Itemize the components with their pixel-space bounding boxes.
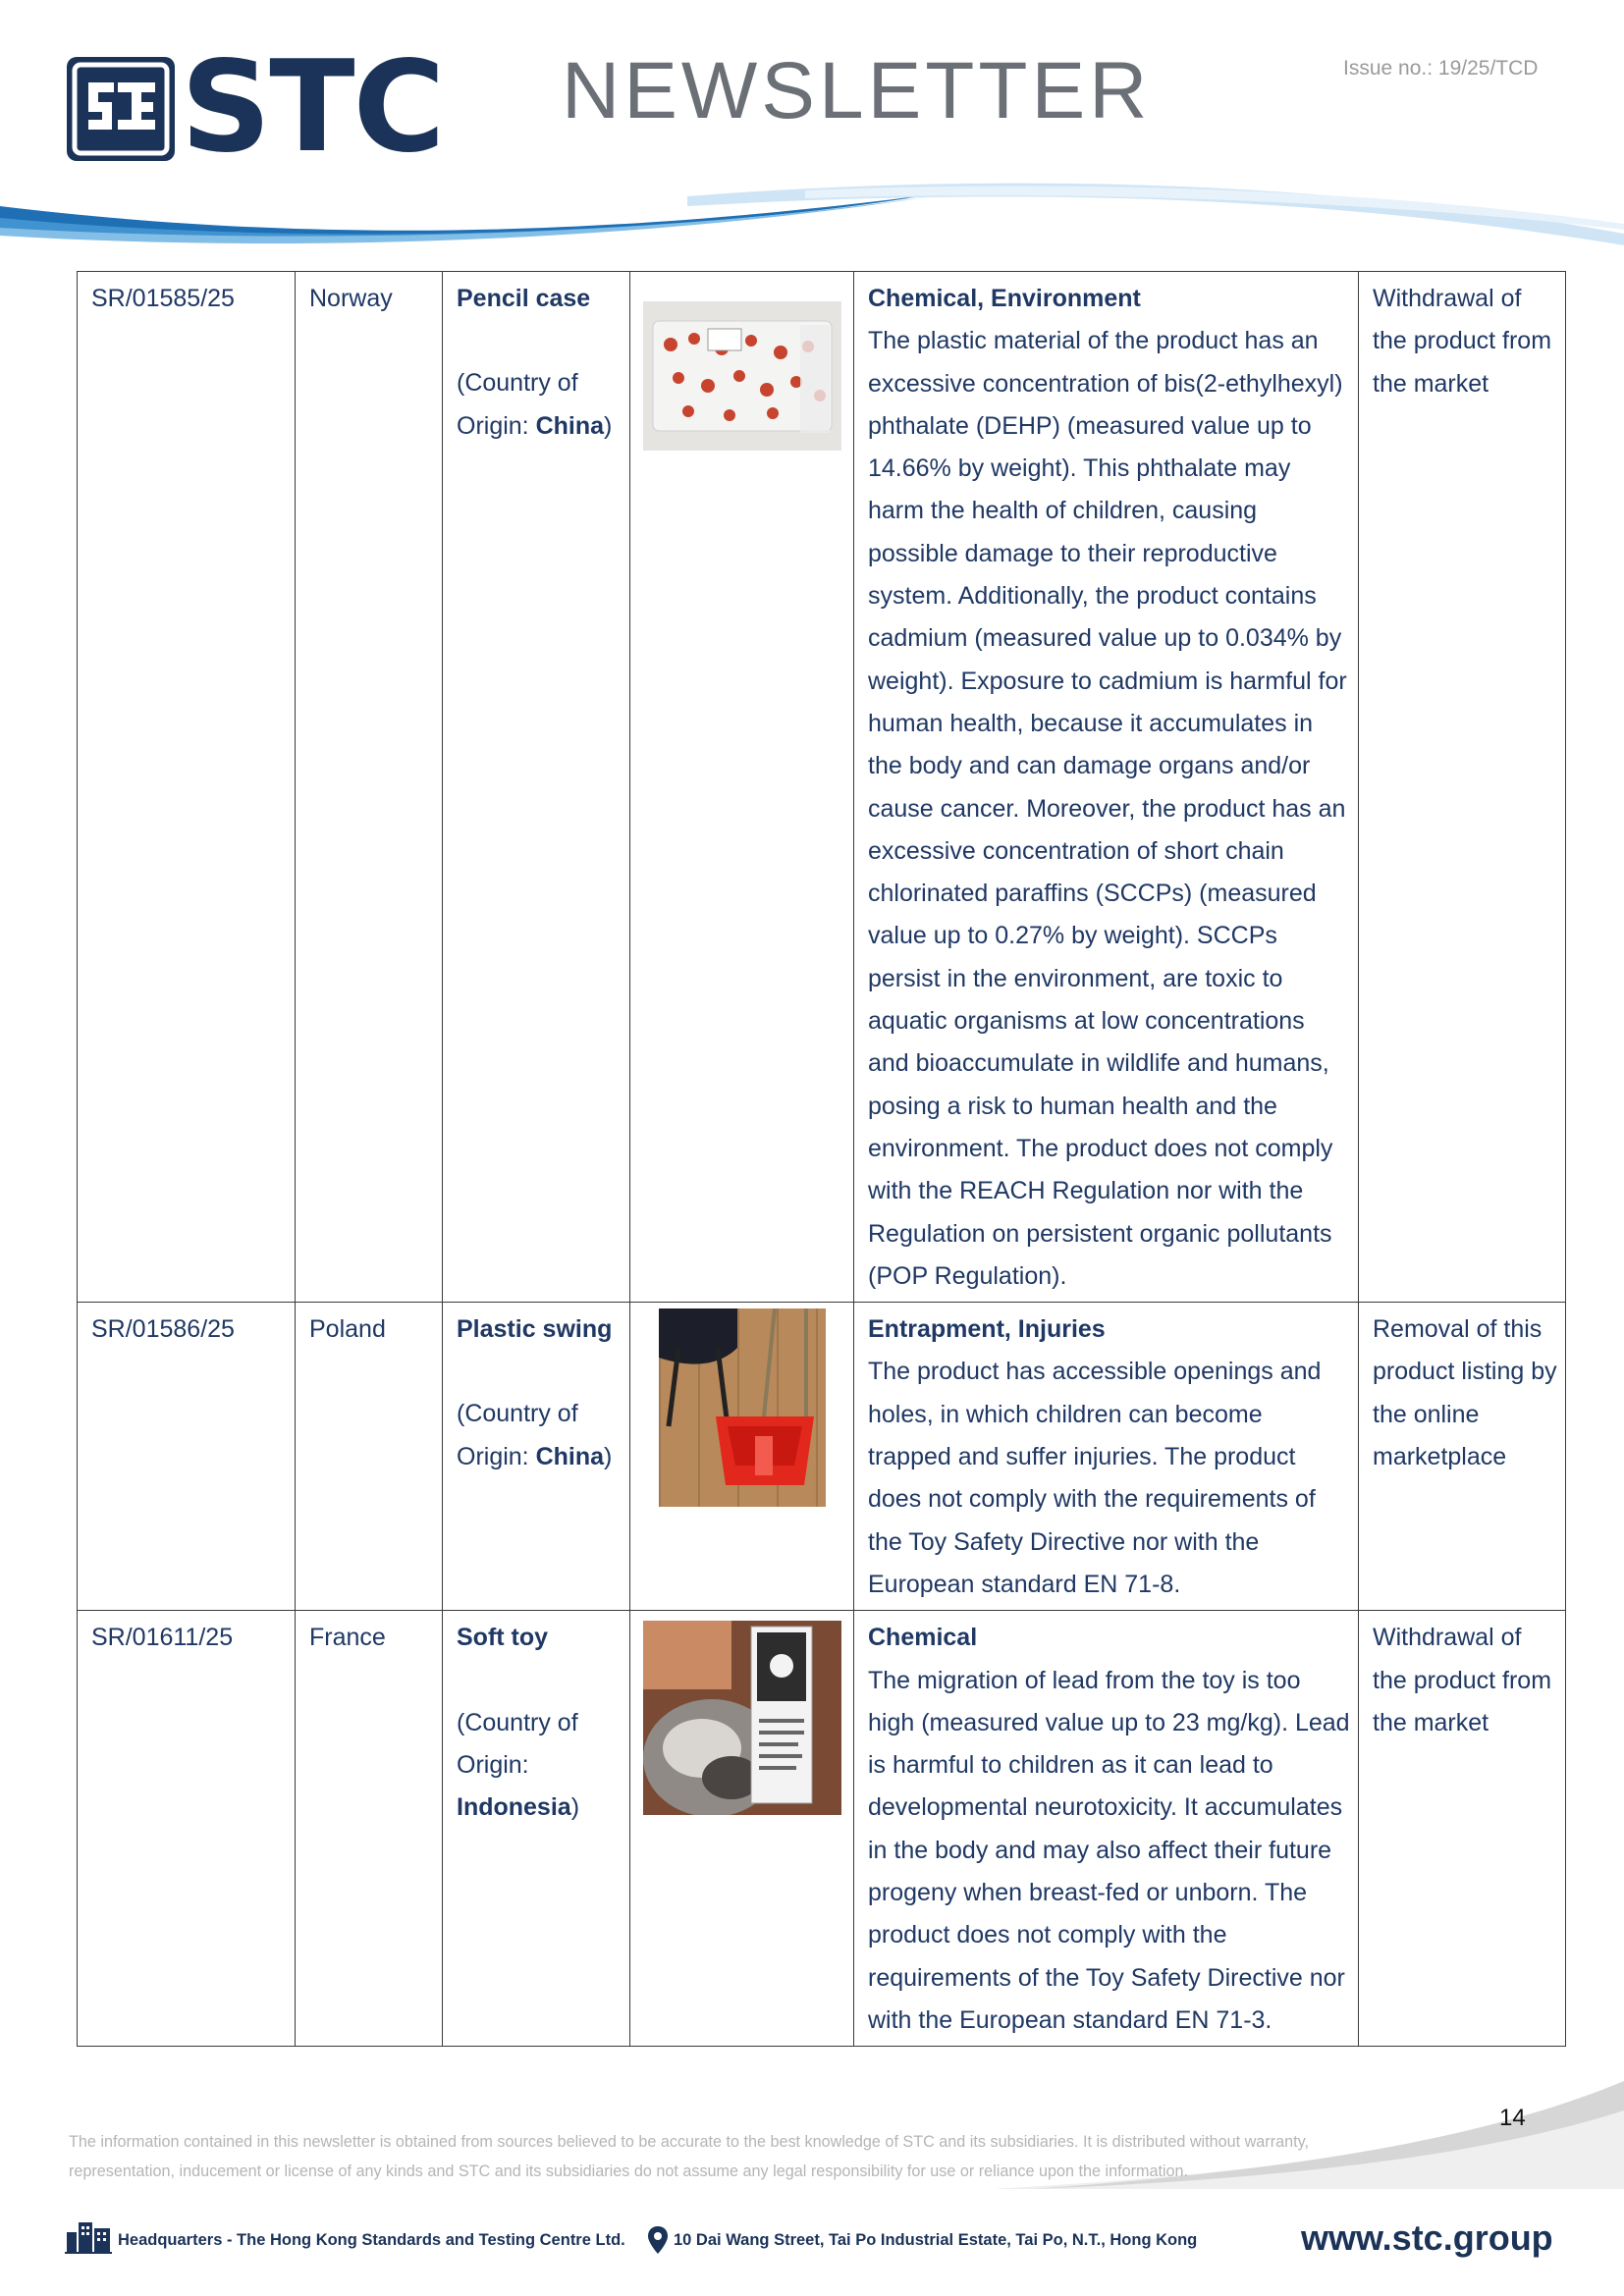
origin-label: (Country of Origin:: [457, 1400, 578, 1470]
pencil-case-photo-icon: [643, 301, 841, 451]
country-of-origin: China: [535, 411, 605, 440]
notifying-country: Norway: [296, 272, 443, 1303]
product-name: Plastic swing: [457, 1315, 613, 1344]
page-number: 14: [1499, 2105, 1526, 2131]
risk-type: Entrapment, Injuries: [868, 1315, 1106, 1344]
risk-type: Chemical: [868, 1624, 978, 1652]
country-of-origin: Indonesia: [457, 1793, 571, 1822]
product-cell: [443, 1611, 630, 2047]
risk-description: The plastic material of the product has an excessive concentration of bis(2-ethylhexyl) phthalate (DEHP) (measured value up to 14.66% by weight). This phthalate may harm the health of children, causing possible damage to their reproductive system. Additionally, the product contains cadmium (measured value up to 0.034% by weight). Exposure to cadmium is harmful for human health, because it accumulates in the body and can damage organs and/or cause cancer. Moreover, the product has an excessive concentration of short chain chlorinated paraffins (SCCPs) (measured value up to 0.27% by weight). SCCPs persist in the environment, are toxic to aquatic organisms at low concentrations and bioaccumulate in wildlife and humans, posing a risk to human health and the environment. The product does not comply with the REACH Regulation nor with the Regulation on persistent organic pollutants (POP Regulation).: [868, 327, 1347, 1290]
origin-close: ): [604, 411, 613, 440]
origin-label: (Country of Origin:: [457, 369, 578, 440]
origin-label: (Country of Origin:: [457, 1708, 578, 1779]
origin-close: ): [604, 1442, 613, 1470]
risk-description: The migration of lead from the toy is too high (measured value up to 23 mg/kg). Lead is harmful to children as it can lead to developmental neurotoxicity. It accumulates in the body and may also affect their future progeny when breast-fed or unborn. The product does not comply with the requirements of the Toy Safety Directive nor with the European standard EN 71-3.: [868, 1666, 1350, 2034]
measures-taken: Withdrawal of the product from the market: [1359, 272, 1566, 1303]
product-photo-cell: [630, 272, 854, 1303]
header-swoosh: [0, 177, 1624, 265]
newsletter-title: NEWSLETTER: [562, 46, 1152, 135]
measures-taken: Withdrawal of the product from the market: [1359, 1611, 1566, 2047]
risk-type: Chemical, Environment: [868, 285, 1141, 312]
product-photo-cell: [630, 1303, 854, 1611]
plastic-swing-photo-icon: [659, 1308, 826, 1507]
headquarters-text: Headquarters - The Hong Kong Standards and Testing Centre Ltd.: [118, 2231, 625, 2249]
country-of-origin: China: [535, 1442, 605, 1470]
logo-text: STC: [181, 34, 444, 181]
table-row: [78, 1611, 1566, 2047]
website-link[interactable]: www.stc.group: [1301, 2217, 1553, 2258]
stc-emblem-icon: [67, 57, 175, 161]
product-cell: [443, 1303, 630, 1611]
reference-number: SR/01585/25: [78, 272, 296, 1303]
risk-cell: [854, 1611, 1359, 2047]
table-row: [78, 1303, 1566, 1611]
risk-cell: [854, 272, 1359, 1303]
product-recall-table: [77, 271, 1566, 2047]
address-text: 10 Dai Wang Street, Tai Po Industrial Estate, Tai Po, N.T., Hong Kong: [674, 2231, 1198, 2249]
location-pin-icon: [648, 2226, 668, 2254]
notifying-country: Poland: [296, 1303, 443, 1611]
disclaimer-text: The information contained in this newsletter is obtained from sources believed to be accurate to the best knowledge of STC and its subsidiaries. It is distributed without warranty, representation, inducement or license of any kinds and STC and its subsidiaries do not assume any legal responsibility for use or reliance upon the information.: [69, 2133, 1309, 2180]
reference-number: SR/01611/25: [78, 1611, 296, 2047]
risk-description: The product has accessible openings and holes, in which children can become trapped and suffer injuries. The product does not comply with the requirements of the Toy Safety Directive nor with the European standard EN 71-8.: [868, 1358, 1322, 1598]
measures-taken: Removal of this product listing by the online marketplace: [1359, 1303, 1566, 1611]
building-icon: [65, 2220, 112, 2254]
product-cell: [443, 272, 630, 1303]
stc-logo: [67, 34, 460, 181]
product-name: Soft toy: [457, 1624, 549, 1652]
notifying-country: France: [296, 1611, 443, 2047]
origin-close: ): [570, 1793, 580, 1822]
risk-cell: [854, 1303, 1359, 1611]
table-row: [78, 272, 1566, 1303]
reference-number: SR/01586/25: [78, 1303, 296, 1611]
product-photo-cell: [630, 1611, 854, 2047]
product-name: Pencil case: [457, 285, 591, 312]
issue-number: Issue no.: 19/25/TCD: [1343, 57, 1539, 80]
soft-toy-photo-icon: [643, 1621, 841, 1815]
